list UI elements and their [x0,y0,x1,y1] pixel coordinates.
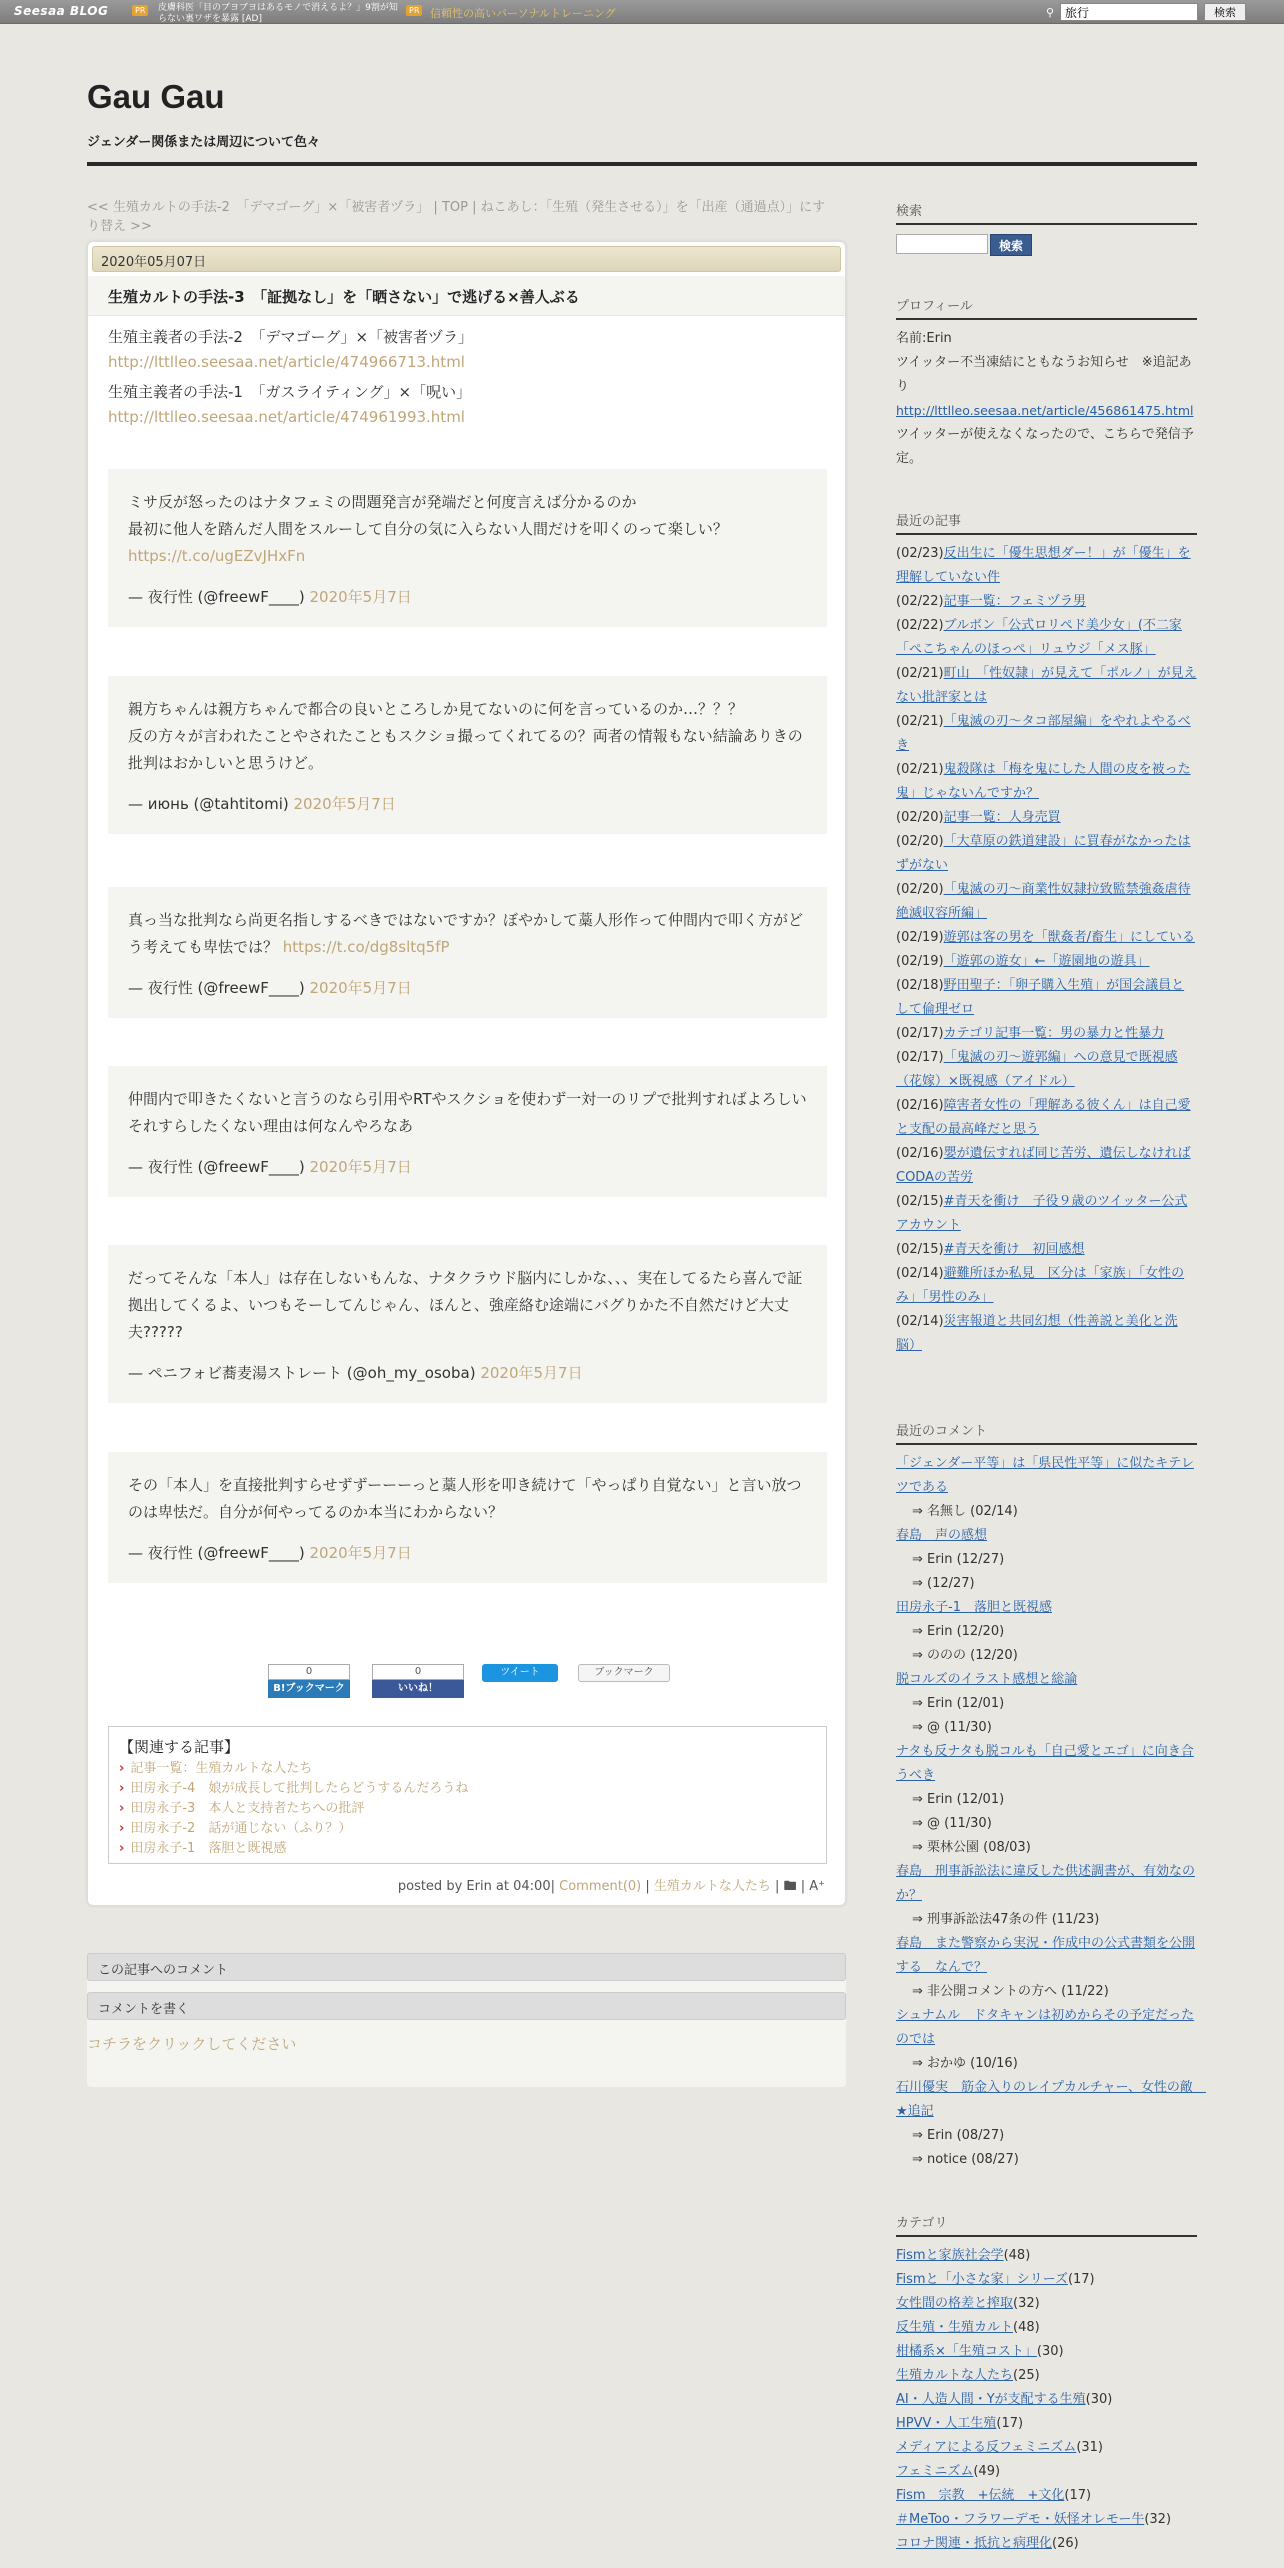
recent-comment-reply[interactable]: ⇒ notice (08/27) [912,2152,1019,2167]
recent-comment-post-link[interactable]: 田房永子-1 落胆と既視感 [896,1600,1052,1615]
category-count: (31) [1076,2440,1103,2455]
category-item [896,2292,1197,2316]
recent-comment-post-link[interactable]: 「ジェンダー平等」は「県民性平等」に似たキテレツである [896,1456,1194,1495]
post-title-text[interactable]: 生殖カルトの手法-3 「証拠なし」を「晒さない」で逃げる×善人ぶる [108,288,580,306]
intro-text: 生殖主義者の手法-2 「デマゴーグ」×「被害者ヅラ」 [108,328,474,346]
recent-post-link[interactable]: 「鬼滅の刃～遊郭編」への意見で既視感（花嫁）×既視感（アイドル） [896,1050,1178,1089]
post-title [88,276,845,316]
category-count: (48) [1013,2320,1040,2335]
category-item [896,2268,1197,2292]
ad-link-2[interactable]: 信頼性の高いパーソナルトレーニング [430,7,616,20]
category-link[interactable]: HPVV・人工生殖 [896,2416,997,2431]
recent-post-item [896,1094,1197,1142]
recent-post-item [896,1190,1197,1238]
recent-comment-post-link[interactable]: ナタも反ナタも脱コルも「自己愛とエゴ」に向き合うべき [896,1744,1194,1783]
top-bar [0,0,1284,24]
profile-title: プロフィール [896,295,1197,320]
post-footer: posted by Erin at 04:00| Comment(0) | 生殖カルトな人たち | 🖿 | A⁺ [397,1879,825,1894]
category-item [896,2412,1197,2436]
category-item [896,2316,1197,2340]
category-item [896,2364,1197,2388]
category-count: (32) [1013,2296,1040,2311]
category-title: カテゴリ [896,2212,1197,2237]
profile-note: ツイッター不当凍結にともなうお知らせ ※追記あり [896,355,1192,394]
hatena-label: B!ブックマーク [268,1680,350,1698]
tweet-author: — 夜行性 (@freewF____) [128,1158,305,1176]
category-count: (48) [1003,2248,1031,2263]
recent-comment-reply[interactable]: ⇒ @ (11/30) [912,1720,992,1735]
tweet-author: — ペニフォビ蕎麦湯ストレート (@oh_my_osoba) [128,1364,476,1382]
category-count: (30) [1085,2392,1113,2407]
recent-post-item [896,1238,1197,1262]
like-count: 0 [372,1664,464,1680]
tweet-body: だってそんな「本人」は存在しないもんな、ナタクラウド脳内にしかな、、、実在してるたら喜んで証拠出してくるよ、いつもそーしてんじゃん、ほんと、強産絡む途端にバグりかた不自然だけど大丈夫????? [128,1269,803,1341]
recent-post-item [896,710,1197,758]
recent-post-date: (02/23) [896,546,944,561]
recent-post-link[interactable]: ブルボン「公式ロリペド美少女」(不二家「ぺこちゃんのほっぺ」リュウジ「メス豚」 [896,618,1182,657]
recent-comment-post-link[interactable]: 石川優実 筋金入りのレイプカルチャー、女性の敵 ★追記 [896,2080,1206,2119]
posted-by: posted by Erin at 04:00 [397,1879,551,1894]
recent-comment-post-link[interactable]: 春島 また警察から実況・作成中の公式書類を公開する なんで？ [896,1936,1196,1975]
tweet-body: 仲間内で叩きたくないと言うのなら引用やRTやスクショを使わず一対一のリプで批判すればよろしい それすらしたくない理由は何なんやろなあ [128,1090,822,1135]
recent-post-link[interactable]: 野田聖子：「卵子購入生殖」が国会議員として倫理ゼロ [896,978,1185,1017]
category-link[interactable]: コロナ関連・抵抗と病理化 [896,2536,1053,2551]
tweet-attribution [128,1360,807,1387]
tweet-author: — июнь (@tahtitomi) [128,795,289,813]
profile [896,327,1197,471]
recent-comment-reply[interactable]: ⇒ 刑事訴訟法47条の件 (11/23) [912,1912,1100,1927]
category-item [896,2340,1197,2364]
category-item [896,2436,1197,2460]
categories [896,2244,1197,2556]
write-comment-header: コメントを書く [87,1992,846,2020]
tweet-link[interactable]: https://t.co/dg8sltq5fP [282,938,450,956]
recent-post-item [896,662,1197,710]
recent-post-link[interactable]: 避難所ほか私見 区分は「家族」「女性のみ」「男性のみ」 [896,1266,1185,1305]
recent-post-date: (02/21) [896,714,944,729]
recent-post-item [896,950,1197,974]
category-count: (32) [1144,2512,1172,2527]
related-item[interactable]: › 田房永子-3 本人と支持者たちへの批評 [119,1799,816,1819]
recent-post-link[interactable]: 記事一覧：人身売買 [943,810,1061,825]
recent-comment-reply[interactable]: ⇒ 非公開コメントの方へ (11/22) [912,1984,1109,1999]
tweet-body: ミサ反が怒ったのはナタフェミの問題発言が発端だと何度言えば分かるのか 最初に他人を踏んだ人間をスルーして自分の気に入らない人間だけを叩くのって楽しい？ https://t.co/ugEZvJHxFn [128,493,728,565]
recent-comment-reply[interactable]: ⇒ Erin (08/27) [912,2128,1005,2143]
recent-post-item [896,1310,1197,1358]
intro-text: 生殖主義者の手法-1 「ガスライティング」×「呪い」 [108,383,472,401]
recent-post-link[interactable]: 災害報道と共同幻想（性善説と美化と洗脳） [896,1314,1178,1353]
recent-comment-reply[interactable]: ⇒ 栗林公園 (08/03) [912,1840,1031,1855]
recent-posts-title: 最近の記事 [896,510,1197,535]
ad-badge: PR [132,5,148,16]
intro-link[interactable]: http://lttlleo.seesaa.net/article/474961993.html [108,408,465,426]
tweet-date[interactable]: 2020年5月7日 [309,979,412,997]
tweet-author: — 夜行性 (@freewF____) [128,1544,305,1562]
recent-post-date: (02/16) [896,1098,944,1113]
tweet-date[interactable]: 2020年5月7日 [309,1544,412,1562]
nav-separator: | [433,200,438,215]
profile-name: 名前:Erin [896,331,952,346]
recent-post-date: (02/19) [896,954,944,969]
embedded-tweet [108,887,827,1018]
recent-comment-reply[interactable]: ⇒ (12/27) [912,1576,975,1591]
recent-comment-post-link[interactable]: 春島 声の感想 [896,1528,988,1543]
tweet-author: — 夜行性 (@freewF____) [128,588,305,606]
recent-comment-post-link[interactable]: 脱コルズのイラスト感想と総論 [896,1672,1078,1687]
top-search-button[interactable]: 検索 [1204,3,1246,21]
recent-posts [896,542,1197,1358]
recent-post-link[interactable]: 遊郭は客の男を「獣姦者/畜生」にしている [943,930,1195,945]
recent-post-date: (02/19) [896,930,944,945]
recent-post-link[interactable]: 町山 「性奴隷」が見えて「ポルノ」が見えない批評家とは [896,666,1197,705]
recent-comment-post-link[interactable]: 春島 刑事訴訟法に違反した供述調書が、有効なのか？ [896,1864,1196,1903]
comments-header: この記事へのコメント [87,1953,846,1981]
tweet-date[interactable]: 2020年5月7日 [480,1364,583,1382]
recent-post-item [896,542,1197,590]
article [87,241,846,1906]
related-title: 【関連する記事】 [119,1738,240,1756]
post-date: 2020年05月07日 [92,246,841,272]
recent-post-item [896,614,1197,662]
tweet-date[interactable]: 2020年5月7日 [309,588,412,606]
tweet-attribution [128,1154,807,1181]
post-navigation [87,198,827,236]
tweet-attribution [128,975,807,1002]
category-link[interactable]: Fismと「小さな家」シリーズ [896,2272,1068,2287]
tweet-attribution [128,1540,807,1567]
category-link[interactable]: Fism 宗教 +伝統 +文化 [896,2488,1065,2503]
category-count: (17) [1067,2272,1095,2287]
tweet-body: その「本人」を直接批判すらせずずーーーっと藁人形を叩き続けて「やっぱり自覚ない」と言い放つのは卑怯だ。自分が何やってるのか本当にわからない？ [128,1476,802,1521]
recent-post-date: (02/22) [896,594,944,609]
category-link[interactable]: 女性間の格差と搾取 [896,2296,1014,2311]
recent-post-date: (02/20) [896,882,944,897]
tweet-button[interactable] [482,1664,558,1684]
recent-post-link[interactable]: 反出生に「優生思想ダー！」が「優生」を理解していない件 [896,546,1191,585]
recent-comment-reply[interactable]: ⇒ @ (11/30) [912,1816,992,1831]
category-link[interactable]: AI・人造人間・Yが支配する生殖 [896,2392,1086,2407]
hatena-bookmark-button[interactable] [268,1664,350,1702]
recent-post-item [896,1262,1197,1310]
category-item [896,2508,1197,2532]
intro-link[interactable]: http://lttlleo.seesaa.net/article/474966713.html [108,353,465,371]
bookmark-button[interactable] [578,1664,670,1684]
write-comment-link[interactable]: コチラをクリックしてください [87,2035,297,2053]
recent-post-date: (02/14) [896,1314,944,1329]
recent-post-date: (02/22) [896,618,944,633]
comments-section [87,1953,846,2087]
site-description: ジェンダー関係または周辺について色々 [87,135,320,150]
facebook-like-button[interactable] [372,1664,464,1702]
recent-post-date: (02/14) [896,1266,944,1281]
recent-post-link[interactable]: 嬰が遺伝すれば同じ苦労、遺伝しなければCODAの苦労 [896,1146,1191,1185]
comment-link[interactable]: Comment(0) [559,1879,642,1894]
category-link[interactable]: 生殖カルトな人たち [896,2368,1014,2383]
recent-post-link[interactable]: 障害者女性の「理解ある彼くん」は自己愛と支配の最高峰だと思う [896,1098,1191,1137]
recent-post-date: (02/18) [896,978,944,993]
recent-post-item [896,974,1197,1022]
embedded-tweet [108,1452,827,1583]
recent-comment-reply[interactable]: ⇒ Erin (12/27) [912,1552,1005,1567]
category-link[interactable]: Fismと家族社会学 [896,2248,1004,2263]
recent-post-item [896,806,1197,830]
category-item [896,2484,1197,2508]
recent-post-date: (02/17) [896,1050,944,1065]
search-icon: ⚲ [1046,6,1055,19]
tweet-link[interactable]: https://t.co/ugEZvJHxFn [128,547,306,565]
next-post-link[interactable]: ねこあし：「生殖（発生させる）」を「出産（通過点）」にすり替え >> [87,200,826,234]
recent-comment-reply[interactable]: ⇒ 名無し (02/14) [912,1504,1018,1519]
recent-post-item [896,926,1197,950]
related-articles [108,1726,827,1864]
header-divider [87,162,1197,166]
prev-post-link[interactable]: << 生殖カルトの手法-2 「デマゴーグ」×「被害者ヅラ」 [87,200,430,215]
recent-post-link[interactable]: 「遊郭の遊女」←「遊園地の遊具」 [943,954,1150,969]
category-count: (25) [1013,2368,1040,2383]
recent-comment-reply[interactable]: ⇒ Erin (12/20) [912,1624,1005,1639]
recent-comment-post-link[interactable]: シュナムル ドタキャンは初めからその予定だったのでは [896,2008,1195,2047]
tweet-body: 真っ当な批判なら尚更名指しするべきではないですか？ぼやかして藁人形作って仲間内で叩く方がどう考えても卑怯では？ https://t.co/dg8sltq5fP [128,911,804,956]
hatena-count: 0 [268,1664,350,1680]
category-link[interactable]: ＃MeToo・フラワーデモ・妖怪オレモー牛 [896,2512,1145,2527]
category-item [896,2532,1197,2556]
seesaa-logo[interactable]: Seesaa BLOG [14,4,109,18]
recent-post-date: (02/21) [896,762,944,777]
recent-post-link[interactable]: カテゴリ記事一覧：男の暴力と性暴力 [943,1026,1165,1041]
category-link[interactable]: フェミニズム [896,2464,974,2479]
recent-post-link[interactable]: #青天を衝け 子役９歳のツイッター公式アカウント [896,1194,1188,1233]
related-item[interactable]: › 田房永子-4 娘が成長して批判したらどうするんだろうね [119,1779,816,1799]
profile-link[interactable]: http://lttlleo.seesaa.net/article/456861475.html [896,403,1194,418]
category-link[interactable]: 生殖カルトな人たち [653,1879,771,1894]
ad-link-1[interactable]: 皮膚科医「目のブヨブヨはあるモノで消えるよ？」9割が知らない裏ワザを暴露 [AD] [158,3,398,24]
recent-comment-reply[interactable]: ⇒ Erin (12/01) [912,1792,1005,1807]
profile-after: ツイッターが使えなくなったので、こちらで発信予定。 [896,427,1194,466]
category-link[interactable]: 反生殖・生殖カルト [896,2320,1014,2335]
recent-comments-title: 最近のコメント [896,1420,1197,1445]
recent-post-link[interactable]: 鬼殺隊は「梅を鬼にした人間の皮を被った鬼」じゃないんですか？ [896,762,1191,801]
recent-post-item [896,878,1197,926]
recent-post-date: (02/16) [896,1146,944,1161]
tweet-attribution [128,584,807,611]
tweet-attribution [128,791,807,818]
recent-post-link[interactable]: 記事一覧：フェミヅラ男 [943,594,1086,609]
folder-icon: 🖿 [783,1879,797,1894]
bookmark-label: ブックマーク [578,1664,670,1682]
recent-post-item [896,1142,1197,1190]
sidebar-search-input[interactable] [896,234,988,254]
top-link[interactable]: TOP [441,200,468,215]
recent-post-item [896,830,1197,878]
sidebar-search-button[interactable]: 検索 [990,234,1032,256]
recent-post-link[interactable]: 「鬼滅の刃～タコ部屋編」をやれよやるべき [896,714,1191,753]
related-item[interactable]: › 記事一覧：生殖カルトな人たち [119,1759,816,1779]
recent-post-item [896,590,1197,614]
tweet-date[interactable]: 2020年5月7日 [293,795,396,813]
category-count: (26) [1052,2536,1079,2551]
embedded-tweet [108,469,827,627]
recent-comments [896,1452,1206,2172]
site-title[interactable]: Gau Gau [87,78,225,115]
recent-post-item [896,758,1197,806]
embedded-tweet [108,1245,827,1403]
category-link[interactable]: 柑橘系×「生殖コスト」 [896,2344,1037,2359]
recent-post-date: (02/20) [896,834,944,849]
embedded-tweet [108,1066,827,1197]
recent-post-link[interactable]: 「鬼滅の刃～商業性奴隷拉致監禁強姦虐待絶滅収容所編」 [896,882,1191,921]
recent-post-date: (02/20) [896,810,944,825]
top-search-input[interactable] [1060,3,1198,21]
recent-comment-reply[interactable]: ⇒ Erin (12/01) [912,1696,1005,1711]
recent-post-date: (02/21) [896,666,944,681]
recent-post-link[interactable]: 「大草原の鉄道建設」に買春がなかったはずがない [896,834,1191,873]
tweet-author: — 夜行性 (@freewF____) [128,979,305,997]
recent-post-link[interactable]: #青天を衝け 初回感想 [943,1242,1085,1257]
like-label: いいね！ [372,1680,464,1698]
sidebar-search-title: 検索 [896,200,1197,225]
tweet-label: ツイート [482,1664,558,1682]
category-item [896,2244,1197,2268]
category-item [896,2388,1197,2412]
font-size-icon: A⁺ [809,1879,825,1894]
category-item [896,2460,1197,2484]
nav-separator: | [472,200,477,215]
category-link[interactable]: メディアによる反フェミニズム [896,2440,1077,2455]
recent-post-item [896,1022,1197,1046]
category-count: (17) [1064,2488,1092,2503]
recent-comment-reply[interactable]: ⇒ おかゆ (10/16) [912,2056,1018,2071]
recent-post-date: (02/15) [896,1242,944,1257]
recent-post-date: (02/15) [896,1194,944,1209]
recent-comment-reply[interactable]: ⇒ ののの (12/20) [912,1648,1018,1663]
category-count: (49) [973,2464,1001,2479]
ad-badge: PR [406,5,422,16]
related-item[interactable]: › 田房永子-1 落胆と既視感 [119,1839,816,1859]
related-item[interactable]: › 田房永子-2 話が通じない（ふり？） [119,1819,816,1839]
category-count: (30) [1036,2344,1064,2359]
category-count: (17) [996,2416,1024,2431]
recent-post-item [896,1046,1197,1094]
embedded-tweet [108,676,827,834]
tweet-date[interactable]: 2020年5月7日 [309,1158,412,1176]
tweet-body: 親方ちゃんは親方ちゃんで都合の良いところしか見てないのに何を言っているのか…？？？ 反の方々が言われたことやされたこともスクショ撮ってくれてるの？両者の情報もない結論ありきの批判はおかしいと思うけど。 [128,700,803,772]
recent-post-date: (02/17) [896,1026,944,1041]
